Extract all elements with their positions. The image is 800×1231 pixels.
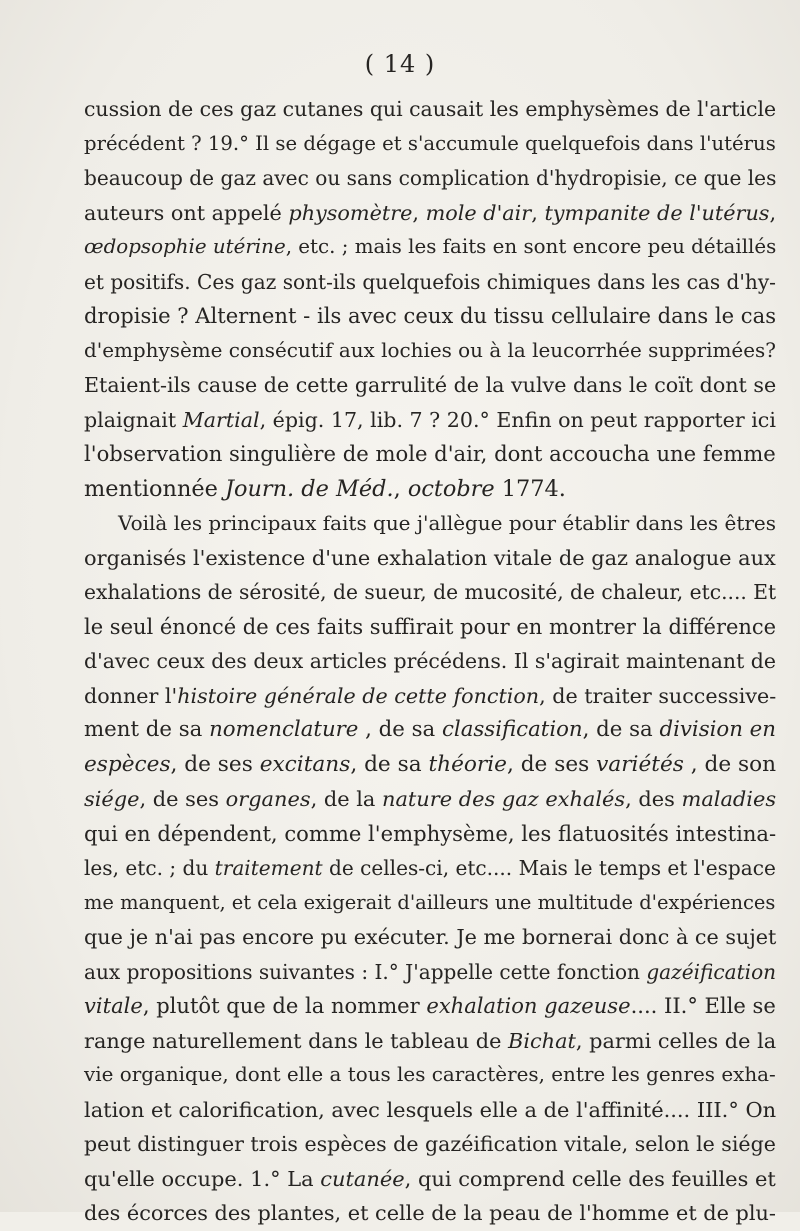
text-run: peut distinguer trois espèces de gazéification vitale, selon le siége	[84, 1132, 776, 1156]
text-line	[84, 541, 776, 576]
text-line	[84, 575, 776, 610]
text-run: les, etc. ; du	[84, 856, 215, 880]
text-run: Etaient-ils cause de cette garrulité de la vulve dans le coït dont se	[84, 373, 777, 397]
italic-text: siége	[84, 787, 140, 811]
italic-text: tympanite de l'utérus	[544, 200, 770, 225]
text-run: de celles-ci, etc.... Mais le temps et l'espace	[322, 856, 776, 880]
italic-text: histoire générale de cette fonction	[177, 683, 540, 708]
text-run: ,	[393, 475, 408, 502]
text-line	[84, 955, 776, 990]
italic-text: physomètre	[288, 200, 413, 225]
text-run: , épig. 17, lib. 7 ? 20.° Enfin on peut rapporter ici	[259, 407, 776, 432]
text-run: qui en dépendent, comme l'emphysème, les flatuosités intestina-	[84, 820, 777, 846]
text-run: auteurs ont appelé	[84, 200, 289, 225]
text-run: dropisie ? Alternent - ils avec ceux du tissu cellulaire dans le cas	[84, 303, 777, 328]
italic-text: cutanée	[320, 1166, 405, 1191]
italic-text: octobre	[407, 475, 495, 502]
text-line	[84, 334, 776, 369]
italic-text: nature des gaz exhalés	[382, 787, 626, 811]
text-line	[84, 1127, 776, 1162]
text-line	[84, 403, 776, 438]
text-run: mentionnée	[84, 475, 226, 502]
text-run: , de son	[683, 751, 777, 777]
text-run: , etc. ; mais les faits en sont encore peu détaillés	[285, 235, 777, 258]
text-line	[84, 1058, 776, 1093]
text-line	[84, 679, 776, 714]
text-run: précédent ? 19.° Il se dégage et s'accumule quelquefois dans l'utérus	[84, 131, 776, 155]
italic-text: nomenclature	[209, 717, 359, 742]
text-line	[84, 1196, 776, 1231]
text-run: ,	[769, 200, 777, 225]
text-run: plaignait	[84, 407, 183, 432]
text-run: , de sa	[350, 751, 429, 777]
italic-text: espèces	[84, 751, 171, 777]
text-run: , des	[625, 787, 682, 811]
text-run: , de sa	[582, 717, 660, 742]
text-run: beaucoup de gaz avec ou sans complication d'hydropisie, ce que les	[84, 166, 777, 190]
text-line	[84, 713, 776, 748]
italic-text: mole d'air	[425, 200, 532, 225]
text-line	[84, 610, 776, 645]
text-run: , plutôt que de la nommer	[142, 993, 427, 1018]
text-line	[84, 1162, 776, 1197]
italic-text: maladies	[681, 787, 777, 811]
text-run: lation et calorification, avec lesquels elle a de l'affinité.... III.° On	[84, 1097, 777, 1122]
text-line	[84, 886, 776, 921]
italic-text: organes	[225, 787, 311, 811]
text-line	[84, 1024, 776, 1059]
text-run: , de ses	[170, 751, 260, 777]
text-run: exhalations de sérosité, de sueur, de mucosité, de chaleur, etc.... Et	[84, 580, 777, 604]
page-number: ( 14 )	[364, 50, 436, 78]
text-run: que je n'ai pas encore pu exécuter. Je me bornerai donc à ce sujet	[84, 925, 777, 949]
text-line	[84, 265, 776, 300]
text-line	[84, 644, 776, 679]
text-run: Voilà les principaux faits que j'allègue pour établir dans les êtres	[118, 511, 776, 535]
text-run: 1774.	[494, 475, 566, 502]
text-line	[84, 817, 776, 852]
text-run: me manquent, et cela exigerait d'ailleurs une multitude d'expériences	[84, 890, 776, 914]
text-line	[84, 851, 776, 886]
italic-text: Bichat	[508, 1028, 576, 1053]
text-line	[84, 506, 776, 541]
text-run: l'observation singulière de mole d'air, dont accoucha une femme	[84, 441, 776, 466]
italic-text: traitement	[214, 856, 323, 880]
text-run: aux propositions suivantes : I.° J'appelle cette fonction	[84, 959, 647, 984]
italic-text: variétés	[596, 751, 684, 777]
text-run: le seul énoncé de ces faits suffirait pour en montrer la différence	[84, 614, 777, 639]
text-line	[84, 368, 776, 403]
text-run: organisés l'existence d'une exhalation vitale de gaz analogue aux	[84, 545, 776, 570]
text-run: d'emphysème consécutif aux lochies ou à la leucorrhée supprimées?	[84, 338, 776, 362]
italic-text: division en	[659, 717, 776, 742]
text-run: range naturellement dans le tableau de	[84, 1028, 509, 1053]
text-run: cussion de ces gaz cutanes qui causait les emphysèmes de l'article	[84, 97, 777, 121]
text-run: , de la	[310, 787, 382, 811]
text-run: d'avec ceux des deux articles précédens. Il s'agirait maintenant de	[84, 649, 776, 673]
text-line	[84, 161, 776, 196]
text-run: ,	[531, 200, 545, 225]
text-line	[84, 127, 776, 162]
italic-text: œdopsophie utérine	[84, 235, 286, 258]
italic-text: gazéification	[646, 959, 777, 984]
text-run: et positifs. Ces gaz sont-ils quelquefois chimiques dans les cas d'hy-	[84, 269, 776, 294]
text-line	[84, 472, 776, 507]
text-run: .... II.° Elle se	[630, 993, 776, 1018]
italic-text: Martial	[182, 407, 260, 432]
text-line	[84, 196, 776, 231]
text-line	[84, 437, 776, 472]
text-line	[84, 299, 776, 334]
text-line	[84, 748, 776, 783]
text-line	[84, 92, 776, 127]
text-run: , qui comprend celle des feuilles et	[404, 1166, 776, 1191]
text-line	[84, 782, 776, 817]
text-line	[84, 1093, 776, 1128]
text-run: donner l'	[84, 683, 178, 708]
text-run: , de ses	[139, 787, 226, 811]
italic-text: Journ. de Méd.	[225, 475, 394, 502]
text-run: , de traiter successive-	[539, 683, 777, 708]
text-line	[84, 989, 776, 1024]
text-line	[84, 920, 776, 955]
text-line	[84, 230, 776, 265]
text-run: ,	[412, 200, 426, 225]
italic-text: vitale	[84, 993, 143, 1018]
body-text	[84, 92, 776, 1231]
text-run: , de ses	[506, 751, 597, 777]
text-run: qu'elle occupe. 1.° La	[84, 1166, 321, 1191]
italic-text: excitans	[259, 751, 351, 777]
italic-text: exhalation gazeuse	[426, 993, 631, 1018]
text-run: des écorces des plantes, et celle de la peau de l'homme et de plu-	[84, 1201, 776, 1225]
text-run: ment de sa	[84, 717, 210, 742]
italic-text: classification	[441, 717, 583, 742]
text-run: , de sa	[358, 717, 442, 742]
text-run: vie organique, dont elle a tous les caractères, entre les genres exha-	[84, 1063, 776, 1086]
italic-text: théorie	[428, 751, 507, 777]
text-run: , parmi celles de la	[575, 1028, 777, 1053]
